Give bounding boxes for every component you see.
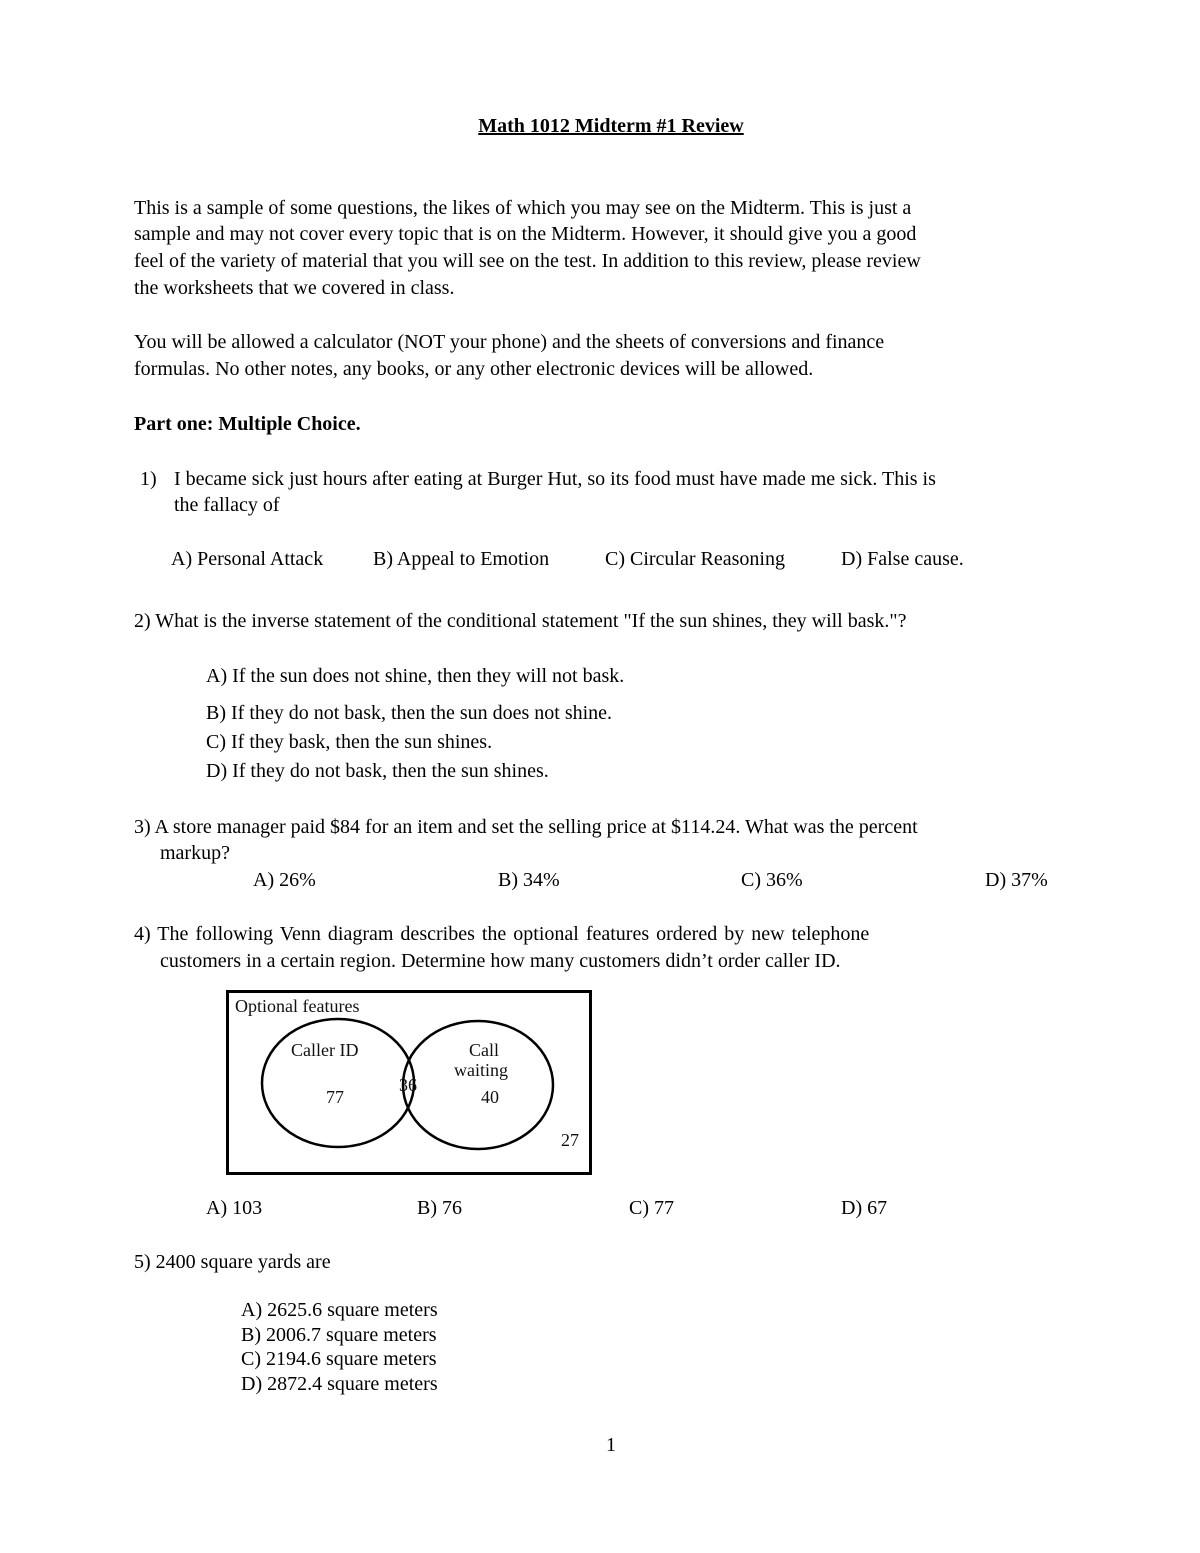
question-text: the fallacy of (174, 494, 280, 516)
answer-choice-a: A) Personal Attack (171, 548, 324, 570)
answer-choice-c: C) 2194.6 square meters (241, 1348, 437, 1370)
venn-box-label: Optional features (235, 996, 360, 1016)
venn-set-b-label: Call (469, 1040, 499, 1060)
question-text: customers in a certain region. Determine how many customers didn’t order caller ID. (160, 950, 841, 972)
answer-choice-a: A) If the sun does not shine, then they will not bask. (206, 665, 625, 687)
rules-line: You will be allowed a calculator (NOT your phone) and the sheets of conversions and finance (134, 331, 885, 353)
answer-choice-d: D) 2872.4 square meters (241, 1373, 438, 1395)
answer-choice-c: C) If they bask, then the sun shines. (206, 731, 493, 753)
answer-choice-d: D) 67 (841, 1197, 888, 1219)
rules-line: formulas. No other notes, any books, or any other electronic devices will be allowed. (134, 358, 814, 380)
answer-choice-b: B) 34% (498, 869, 560, 891)
intro-line: the worksheets that we covered in class. (134, 277, 455, 299)
answer-choice-d: D) 37% (985, 869, 1048, 891)
answer-choice-d: D) False cause. (841, 548, 964, 570)
page-number: 1 (606, 1434, 616, 1456)
answer-choice-b: B) If they do not bask, then the sun does not shine. (206, 702, 613, 724)
question-text: 5) 2400 square yards are (134, 1251, 331, 1273)
question-number: 1) (140, 468, 157, 490)
answer-choice-a: A) 103 (206, 1197, 263, 1219)
venn-outside-value: 27 (561, 1130, 579, 1150)
answer-choice-d: D) If they do not bask, then the sun shines. (206, 760, 549, 782)
venn-intersection-value: 36 (399, 1075, 417, 1095)
venn-diagram (226, 990, 592, 1175)
answer-choice-c: C) Circular Reasoning (605, 548, 785, 570)
venn-set-a-label: Caller ID (291, 1040, 359, 1060)
answer-choice-a: A) 26% (253, 869, 316, 891)
answer-choice-a: A) 2625.6 square meters (241, 1299, 438, 1321)
intro-line: This is a sample of some questions, the likes of which you may see on the Midterm. This is just a (134, 197, 912, 219)
venn-b-only-value: 40 (481, 1087, 499, 1107)
question-text: 3) A store manager paid $84 for an item and set the selling price at $114.24. What was the percent (134, 816, 918, 838)
question-text: I became sick just hours after eating at Burger Hut, so its food must have made me sick. This is (174, 468, 936, 490)
caller-id-circle (262, 1019, 414, 1147)
question-text: 4) The following Venn diagram describes the optional features ordered by new telephone (134, 923, 870, 945)
document-title: Math 1012 Midterm #1 Review (478, 115, 744, 137)
question-text: 2) What is the inverse statement of the conditional statement "If the sun shines, they will bask."? (134, 610, 907, 632)
question-text: markup? (160, 842, 230, 864)
answer-choice-b: B) 2006.7 square meters (241, 1324, 437, 1346)
intro-line: feel of the variety of material that you will see on the test. In addition to this review, please review (134, 250, 921, 272)
answer-choice-b: B) Appeal to Emotion (373, 548, 550, 570)
answer-choice-c: C) 36% (741, 869, 803, 891)
answer-choice-b: B) 76 (417, 1197, 462, 1219)
venn-set-b-label: waiting (454, 1060, 508, 1080)
venn-a-only-value: 77 (326, 1087, 344, 1107)
intro-line: sample and may not cover every topic that is on the Midterm. However, it should give you a good (134, 223, 917, 245)
answer-choice-c: C) 77 (629, 1197, 674, 1219)
part-heading: Part one: Multiple Choice. (134, 413, 361, 435)
